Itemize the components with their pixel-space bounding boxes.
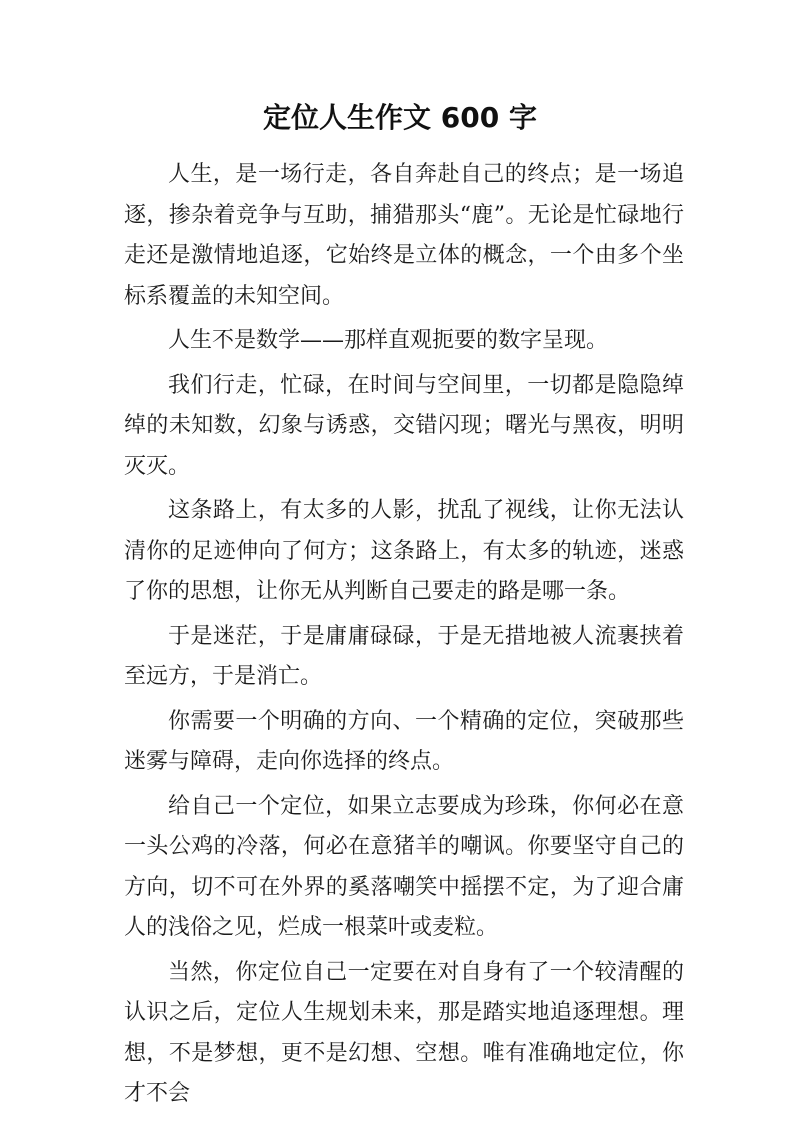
document-body xyxy=(124,155,684,1119)
paragraph-7: 给自己一个定位，如果立志要成为珍珠，你何必在意一头公鸡的冷落，何必在意猪羊的嘲讽。你要坚守自己的方向，切不可在外界的奚落嘲笑中摇摆不定，为了迎合庸人的浅俗之见，烂成一根菜叶或麦粒。 xyxy=(124,793,684,940)
paragraph-6: 你需要一个明确的方向、一个精确的定位，突破那些迷雾与障碍，走向你选择的终点。 xyxy=(124,708,684,774)
paragraph-8: 当然，你定位自己一定要在对自身有了一个较清醒的认识之后，定位人生规划未来，那是踏实地追逐理想。理想，不是梦想，更不是幻想、空想。唯有准确地定位，你才不会 xyxy=(124,959,684,1106)
document-title: 定位人生作文 600 字 xyxy=(263,101,537,134)
paragraph-1: 人生，是一场行走，各自奔赴自己的终点；是一场追逐，掺杂着竞争与互助，捕猎那头“鹿”。无论是忙碌地行走还是激情地追逐，它始终是立体的概念，一个由多个坐标系覆盖的未知空间。 xyxy=(124,162,684,309)
paragraph-2: 人生不是数学——那样直观扼要的数字呈现。 xyxy=(168,328,609,353)
paragraph-4: 这条路上，有太多的人影，扰乱了视线，让你无法认清你的足迹伸向了何方；这条路上，有太多的轨迹，迷惑了你的思想，让你无从判断自己要走的路是哪一条。 xyxy=(124,498,684,604)
paragraph-5: 于是迷茫，于是庸庸碌碌，于是无措地被人流裹挟着至远方，于是消亡。 xyxy=(124,623,684,689)
paragraph-3: 我们行走，忙碌，在时间与空间里，一切都是隐隐绰绰的未知数，幻象与诱惑，交错闪现；曙光与黑夜，明明灭灭。 xyxy=(124,372,684,479)
